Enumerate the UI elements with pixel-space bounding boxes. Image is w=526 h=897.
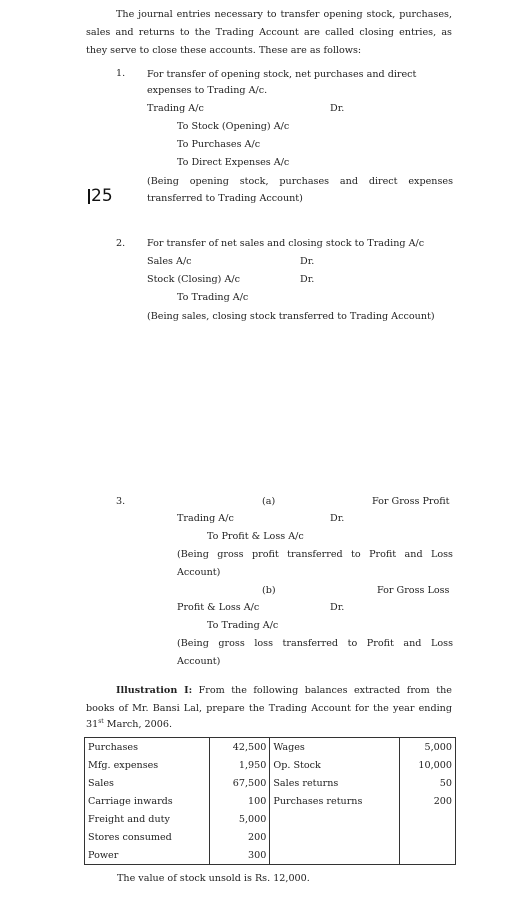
- table-cell-lv: 67,500: [209, 774, 270, 792]
- entry-2-desc: For transfer of net sales and closing stock to Trading A/c: [147, 238, 425, 249]
- illustration-line1: [86, 682, 452, 700]
- entry-3b-debit: Profit & Loss A/c: [177, 602, 260, 613]
- side-mark-text: 25: [91, 186, 113, 206]
- entry-3b-label: (b): [262, 585, 276, 596]
- date-rest: March, 2006.: [106, 719, 173, 731]
- table-cell-r: Sales returns: [270, 774, 400, 792]
- table-cell-rv: 10,000: [400, 756, 456, 774]
- entry-1-desc2: expenses to Trading A/c.: [147, 85, 268, 96]
- table-cell-r: Op. Stock: [270, 756, 400, 774]
- table-row: [85, 756, 456, 774]
- entry-3-number: 3.: [116, 496, 126, 507]
- entry-3b-to: To Trading A/c: [207, 620, 279, 631]
- table-row: [85, 846, 456, 865]
- table-cell-rv: [400, 828, 456, 846]
- entry-1-to2: To Purchases A/c: [177, 139, 261, 150]
- table-cell-lv: 1,950: [209, 756, 270, 774]
- entry-2-dr2: Dr.: [300, 274, 315, 285]
- entry-1-narration1: (Being opening stock, purchases and direct expenses: [147, 176, 453, 187]
- entry-3a-debit: Trading A/c: [177, 513, 234, 524]
- intro-paragraph: The journal entries necessary to transfer opening stock, purchases, sales and returns to the Trading Account are called closing entries, as they serve to close these accounts. These are as follows:: [86, 9, 452, 56]
- date-day: 31: [86, 719, 99, 731]
- entry-2-debit1: Sales A/c: [147, 256, 192, 267]
- table-cell-lv: 100: [209, 792, 270, 810]
- entry-3b-title: For Gross Loss: [377, 585, 450, 596]
- entry-3a-narration1: (Being gross profit transferred to Profit and Loss: [177, 549, 453, 560]
- table-cell-r: [270, 828, 400, 846]
- table-cell-rv: 50: [400, 774, 456, 792]
- entry-1-to1: To Stock (Opening) A/c: [177, 121, 290, 132]
- table-cell-rv: [400, 810, 456, 828]
- entry-2-debit2: Stock (Closing) A/c: [147, 274, 241, 285]
- table-cell-l: Stores consumed: [85, 828, 210, 846]
- table-cell-l: Power: [85, 846, 210, 865]
- entry-2-number: 2.: [116, 238, 126, 249]
- table-cell-rv: 5,000: [400, 738, 456, 757]
- table-row: [85, 792, 456, 810]
- entry-3a-title: For Gross Profit: [372, 496, 450, 507]
- illustration-line2: books of Mr. Bansi Lal, prepare the Trading Account for the year ending: [86, 703, 452, 714]
- illustration-text1: From the following balances extracted from the: [198, 685, 452, 696]
- table-cell-lv: 300: [209, 846, 270, 865]
- table-cell-lv: 5,000: [209, 810, 270, 828]
- table-cell-r: [270, 846, 400, 865]
- table-cell-lv: 200: [209, 828, 270, 846]
- illustration-date: [86, 718, 172, 730]
- entry-3b-dr: Dr.: [330, 602, 345, 613]
- entry-2-to1: To Trading A/c: [177, 292, 249, 303]
- table-row: [85, 828, 456, 846]
- balances-table: [84, 737, 456, 865]
- entry-3b-narration2: Account): [177, 656, 221, 667]
- entry-3a-narration2: Account): [177, 567, 221, 578]
- bracket-mark: [88, 189, 90, 204]
- table-cell-rv: 200: [400, 792, 456, 810]
- table-cell-r: Wages: [270, 738, 400, 757]
- table-cell-l: Carriage inwards: [85, 792, 210, 810]
- table-cell-lv: 42,500: [209, 738, 270, 757]
- entry-1-to3: To Direct Expenses A/c: [177, 157, 290, 168]
- table-cell-l: Freight and duty: [85, 810, 210, 828]
- table-row: [85, 774, 456, 792]
- date-suffix: st: [98, 718, 104, 725]
- entry-1-debit: Trading A/c: [147, 103, 204, 114]
- table-cell-l: Mfg. expenses: [85, 756, 210, 774]
- stock-note: The value of stock unsold is Rs. 12,000.: [117, 873, 310, 884]
- entry-1-dr: Dr.: [330, 103, 345, 114]
- table-row: [85, 810, 456, 828]
- table-cell-r: Purchases returns: [270, 792, 400, 810]
- side-margin-mark: [88, 186, 113, 206]
- entry-3a-dr: Dr.: [330, 513, 345, 524]
- entry-1-number: 1.: [116, 68, 126, 79]
- table-cell-l: Sales: [85, 774, 210, 792]
- entry-1-narration2: transferred to Trading Account): [147, 193, 303, 204]
- entry-3a-to: To Profit & Loss A/c: [207, 531, 304, 542]
- table-cell-r: [270, 810, 400, 828]
- table-cell-rv: [400, 846, 456, 865]
- illustration-label: Illustration I:: [116, 685, 193, 696]
- entry-2-narration: (Being sales, closing stock transferred to Trading Account): [147, 311, 435, 322]
- table-row: [85, 738, 456, 757]
- entry-3b-narration1: (Being gross loss transferred to Profit and Loss: [177, 638, 453, 649]
- entry-2-dr1: Dr.: [300, 256, 315, 267]
- table-cell-l: Purchases: [85, 738, 210, 757]
- entry-3a-label: (a): [262, 496, 276, 507]
- entry-1-desc1: For transfer of opening stock, net purchases and direct: [147, 69, 417, 80]
